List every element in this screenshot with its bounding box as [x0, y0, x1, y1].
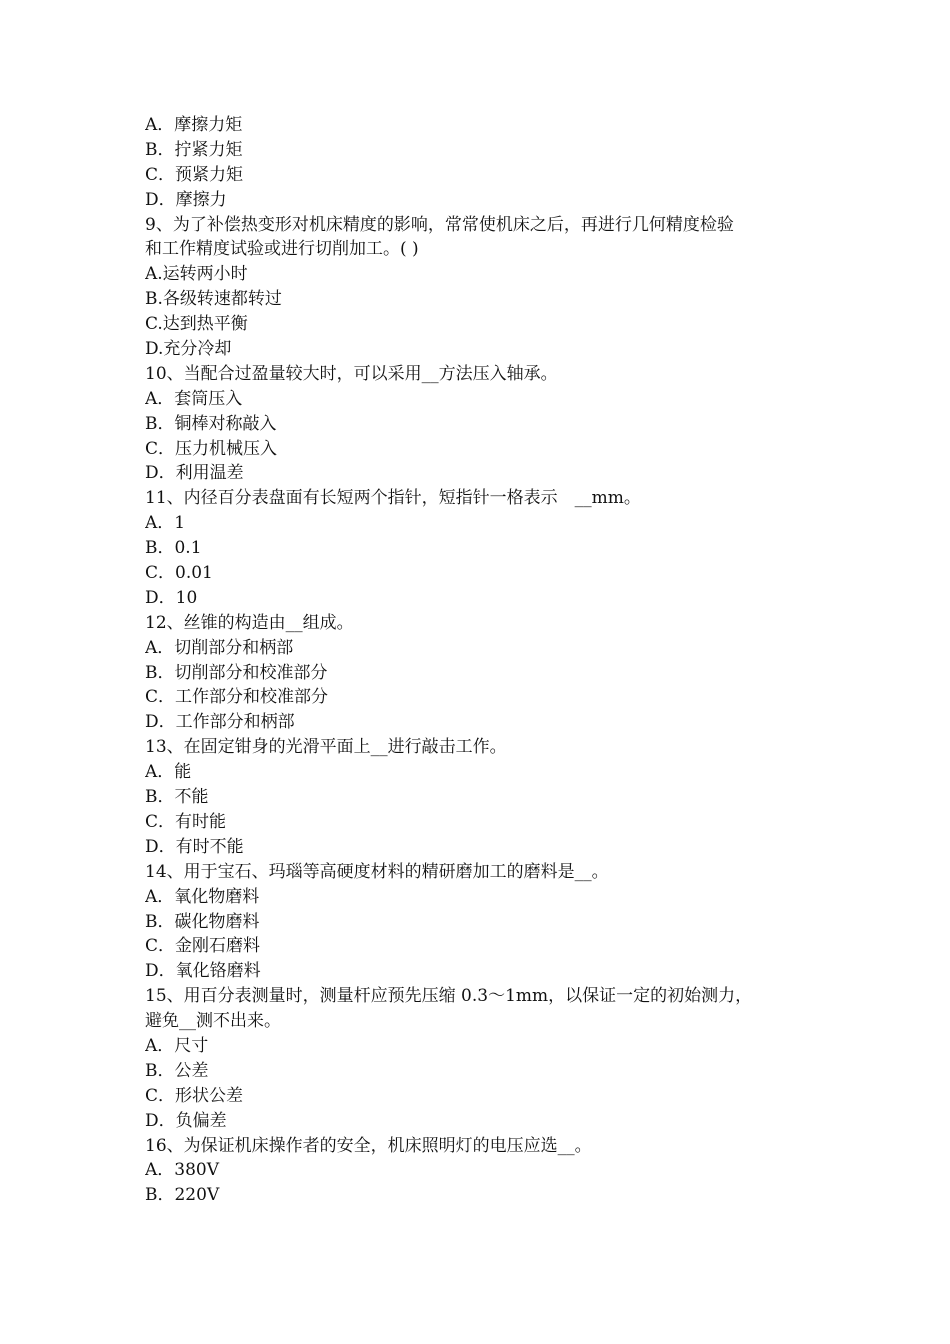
option-line: C．金刚石磨料: [145, 936, 261, 957]
option-line: B.各级转速都转过: [145, 289, 282, 310]
option-line: C.达到热平衡: [145, 314, 248, 335]
question-stem: 16、为保证机床操作者的安全，机床照明灯的电压应选__。: [145, 1135, 592, 1156]
question-stem: 10、当配合过盈量较大时，可以采用__方法压入轴承。: [145, 363, 558, 384]
option-line: C．压力机械压入: [145, 438, 278, 459]
option-line: B．220V: [145, 1185, 220, 1206]
question-stem-continued: 避免__测不出来。: [145, 1011, 281, 1032]
option-line: D．摩擦力: [145, 189, 227, 210]
question-stem: 12、丝锥的构造由__组成。: [145, 612, 354, 633]
option-line: C．形状公差: [145, 1085, 244, 1106]
question-stem: 9、为了补偿热变形对机床精度的影响，常常使机床之后，再进行几何精度检验: [145, 214, 734, 235]
option-line: B．拧紧力矩: [145, 139, 243, 160]
option-line: D．10: [145, 587, 198, 608]
option-line: C．有时能: [145, 811, 227, 832]
question-stem: 13、在固定钳身的光滑平面上__进行敲击工作。: [145, 737, 507, 758]
option-line: D．有时不能: [145, 836, 244, 857]
option-line: D.充分冷却: [145, 339, 232, 360]
option-line: D．氧化铬磨料: [145, 961, 261, 982]
option-line: B．切削部分和校准部分: [145, 662, 328, 683]
question-stem: 15、用百分表测量时，测量杆应预先压缩 0.3～1mm，以保证一定的初始测力，: [145, 986, 753, 1007]
option-line: A．尺寸: [145, 1035, 209, 1056]
option-line: A．切削部分和柄部: [145, 637, 294, 658]
option-line: C．0.01: [145, 563, 213, 584]
question-stem-continued: 和工作精度试验或进行切削加工。( ): [145, 239, 419, 260]
document-page: [145, 113, 815, 1208]
question-stem: 14、用于宝石、玛瑙等高硬度材料的精研磨加工的磨料是__。: [145, 861, 609, 882]
option-line: A．能: [145, 762, 192, 783]
option-line: B．0.1: [145, 538, 202, 559]
option-line: A.运转两小时: [145, 264, 248, 285]
option-line: A．380V: [145, 1160, 220, 1181]
option-line: D．负偏差: [145, 1110, 227, 1131]
option-line: A．摩擦力矩: [145, 115, 243, 135]
option-line: A．1: [145, 513, 186, 534]
option-line: B．碳化物磨料: [145, 911, 260, 932]
option-line: C．工作部分和校准部分: [145, 687, 329, 708]
option-line: D．利用温差: [145, 463, 244, 484]
option-line: A．氧化物磨料: [145, 886, 260, 907]
option-line: B．公差: [145, 1060, 209, 1081]
option-line: B．铜棒对称敲入: [145, 413, 277, 434]
option-line: B．不能: [145, 787, 209, 808]
option-line: A．套筒压入: [145, 388, 243, 409]
question-stem: 11、内径百分表盘面有长短两个指针，短指针一格表示 __mm。: [145, 488, 641, 509]
option-line: D．工作部分和柄部: [145, 712, 295, 733]
option-line: C．预紧力矩: [145, 164, 244, 185]
